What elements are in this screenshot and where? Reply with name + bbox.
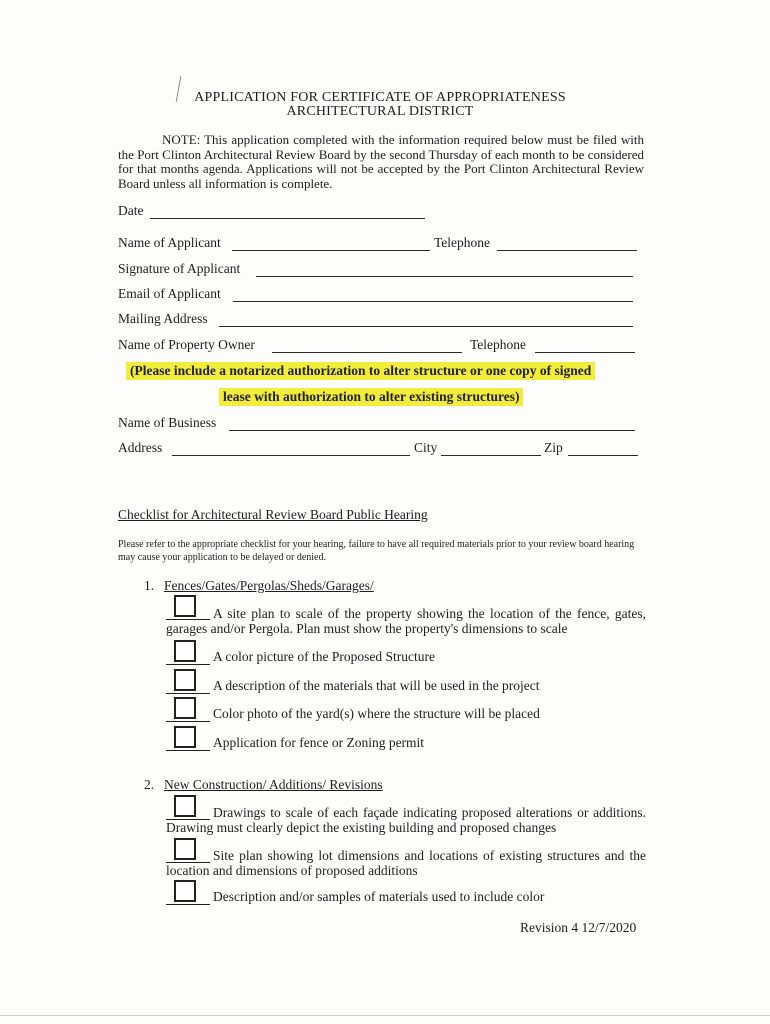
- checkbox-underline: [166, 693, 210, 694]
- zip-field[interactable]: [568, 439, 638, 456]
- telephone-label: Telephone: [434, 235, 491, 250]
- item-color-picture: A color picture of the Proposed Structure: [213, 649, 435, 664]
- city-field[interactable]: [441, 439, 541, 456]
- item-site-plan-text: A site plan to scale of the property showing the location of the fence, gates, garages and/or Pergola. Plan must show the property's dimensions to scale: [166, 606, 646, 636]
- checkbox-underline: [166, 664, 210, 665]
- business-name-field[interactable]: [229, 414, 635, 431]
- date-label: Date: [118, 203, 144, 218]
- checkbox-permit-application[interactable]: [166, 726, 210, 752]
- checkbox-box[interactable]: [174, 640, 196, 662]
- item-lot-site-plan: [166, 848, 646, 878]
- note-text: NOTE: This application completed with the information required below must be filed with the Port Clinton Architectural Review Board by the second Thursday of each month to be considered for that months agenda. Applications will not be accepted by the Port Clinton Architectural Review Board unless all information is complete.: [118, 132, 644, 191]
- checkbox-underline: [166, 721, 210, 722]
- owner-telephone-field[interactable]: [535, 336, 635, 353]
- revision-note: Revision 4 12/7/2020: [520, 920, 637, 935]
- property-owner-field[interactable]: [272, 336, 462, 353]
- applicant-telephone-field[interactable]: [497, 234, 637, 251]
- business-address-field[interactable]: [172, 439, 410, 456]
- item-drawings-text: Drawings to scale of each façade indicating proposed alterations or additions. Drawing must clearly depict the existing building and proposed changes: [166, 805, 646, 835]
- checkbox-box[interactable]: [174, 880, 196, 902]
- signature-field[interactable]: [256, 260, 633, 277]
- section-1-number: 1.: [144, 578, 155, 593]
- checkbox-box[interactable]: [174, 726, 196, 748]
- signature-label: Signature of Applicant: [118, 261, 241, 276]
- checklist-intro: Please refer to the appropriate checklist for your hearing, failure to have all required materials prior to your review board hearing may cause your application to be delayed or denied.: [118, 539, 635, 563]
- note-paragraph: [118, 133, 644, 191]
- item-site-plan: [166, 606, 646, 636]
- owner-telephone-label: Telephone: [470, 337, 527, 352]
- form-subtitle: ARCHITECTURAL DISTRICT: [286, 104, 474, 119]
- item-material-samples: Description and/or samples of materials used to include color: [213, 889, 545, 904]
- page-edge-line: [0, 1015, 770, 1016]
- email-field[interactable]: [233, 285, 633, 302]
- email-label: Email of Applicant: [118, 286, 221, 301]
- checkbox-yard-photo[interactable]: [166, 697, 210, 723]
- mailing-address-field[interactable]: [219, 310, 633, 327]
- mailing-address-label: Mailing Address: [118, 311, 208, 326]
- item-lot-site-plan-text: Site plan showing lot dimensions and locations of existing structures and the location and dimensions of proposed additions: [166, 848, 646, 878]
- item-permit-application: Application for fence or Zoning permit: [213, 735, 425, 750]
- zip-label: Zip: [544, 440, 563, 455]
- checkbox-underline: [166, 750, 210, 751]
- item-materials-description: A description of the materials that will be used in the project: [213, 678, 540, 693]
- item-drawings: [166, 805, 646, 835]
- form-title: APPLICATION FOR CERTIFICATE OF APPROPRIATENESS: [194, 90, 566, 105]
- checklist-heading: Checklist for Architectural Review Board Public Hearing: [118, 507, 428, 522]
- address-label: Address: [118, 440, 163, 455]
- checkbox-box[interactable]: [174, 697, 196, 719]
- property-owner-label: Name of Property Owner: [118, 337, 255, 352]
- checkbox-box[interactable]: [174, 669, 196, 691]
- checkbox-color-picture[interactable]: [166, 640, 210, 666]
- section-1-heading: [144, 578, 374, 594]
- applicant-name-field[interactable]: [232, 234, 430, 251]
- notarized-notice-line1: (Please include a notarized authorization to alter structure or one copy of signed: [126, 362, 595, 380]
- checkbox-materials-description[interactable]: [166, 669, 210, 695]
- applicant-label: Name of Applicant: [118, 235, 221, 250]
- city-label: City: [414, 440, 438, 455]
- item-yard-photo: Color photo of the yard(s) where the structure will be placed: [213, 706, 540, 721]
- notarized-notice-line2: lease with authorization to alter existing structures): [219, 388, 523, 406]
- section-2-heading: [144, 777, 383, 793]
- business-label: Name of Business: [118, 415, 217, 430]
- checkbox-material-samples[interactable]: [166, 880, 210, 906]
- date-field[interactable]: [150, 202, 425, 219]
- section-2-title: New Construction/ Additions/ Revisions: [164, 777, 383, 792]
- section-1-title: Fences/Gates/Pergolas/Sheds/Garages/: [164, 578, 374, 593]
- checkbox-underline: [166, 904, 210, 905]
- section-2-number: 2.: [144, 777, 155, 792]
